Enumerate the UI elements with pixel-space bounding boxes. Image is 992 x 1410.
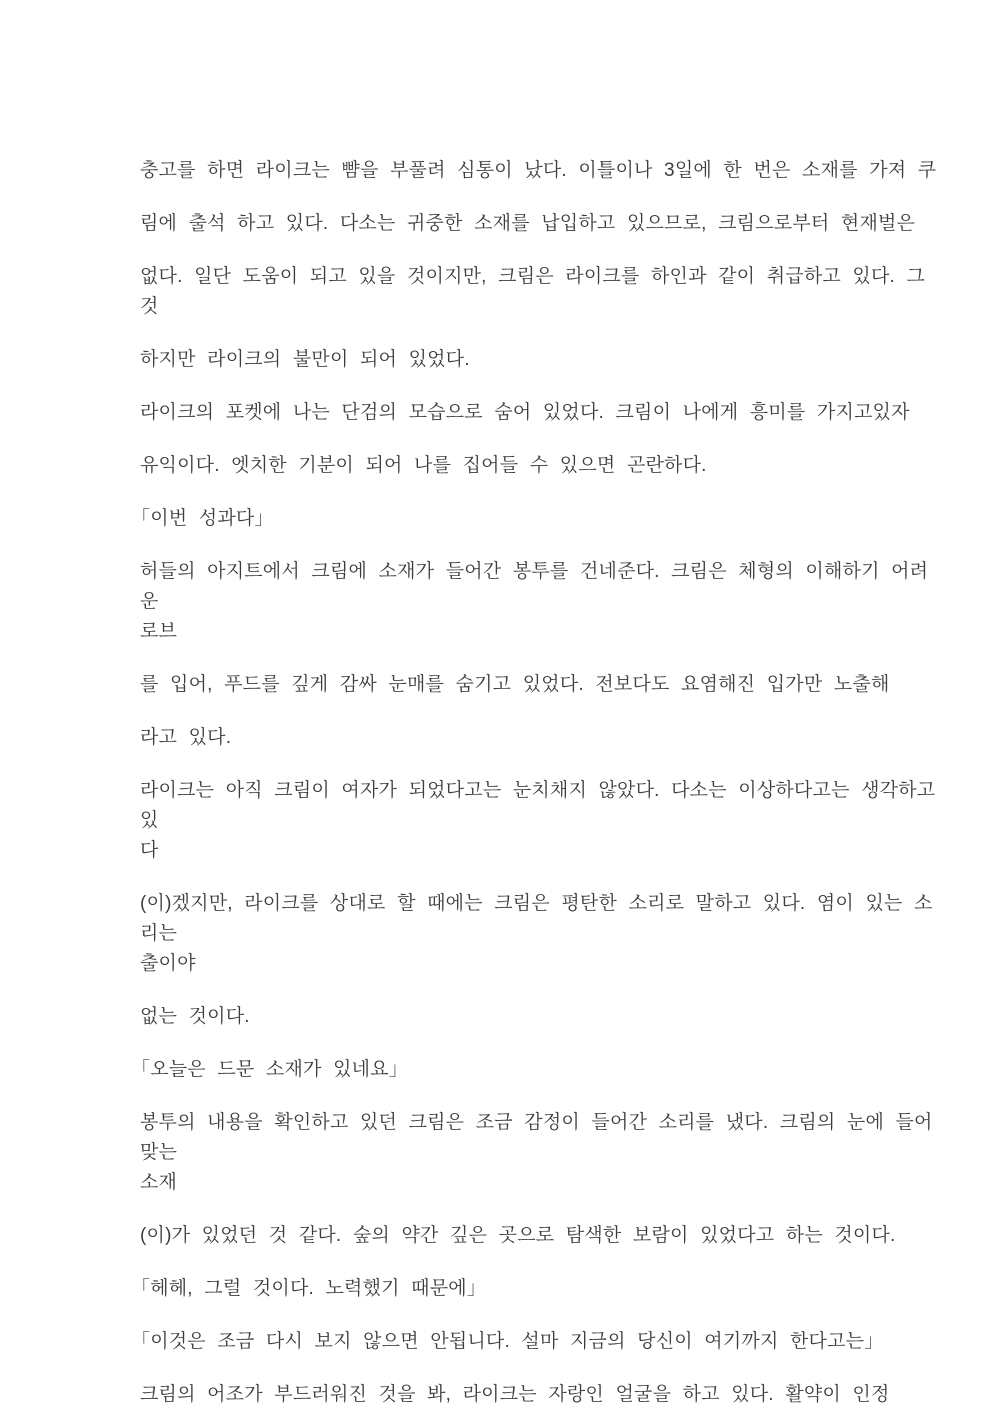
paragraph bbox=[140, 1380, 940, 1410]
text-body bbox=[131, 156, 940, 1410]
paragraph bbox=[131, 504, 940, 534]
text-line: 「오늘은 드문 소재가 있네요」 bbox=[131, 1059, 408, 1080]
paragraph bbox=[140, 398, 940, 428]
text-line: 없다. 일단 도움이 되고 있을 것이지만, 크림은 라이크를 하인과 같이 취급하고 있다. 그것 bbox=[140, 266, 926, 317]
text-line: 다 bbox=[140, 840, 159, 861]
paragraph bbox=[140, 1108, 940, 1198]
paragraph bbox=[140, 451, 940, 481]
text-line: 「이번 성과다」 bbox=[131, 508, 274, 529]
text-line: (이)가 있었던 것 같다. 숲의 약간 깊은 곳으로 탐색한 보람이 있었다고 하는 것이다. bbox=[140, 1225, 896, 1246]
text-line: 하지만 라이크의 불만이 되어 있었다. bbox=[140, 349, 470, 370]
paragraph bbox=[131, 1274, 940, 1304]
text-line: 허들의 아지트에서 크림에 소재가 들어간 봉투를 건네준다. 크림은 체형의 이해하기 어려운 bbox=[140, 561, 929, 612]
paragraph bbox=[131, 1055, 940, 1085]
paragraph bbox=[140, 1221, 940, 1251]
text-line: 충고를 하면 라이크는 뺨을 부풀려 심통이 났다. 이틀이나 3일에 한 번은 소재를 가져 쿠 bbox=[140, 160, 937, 181]
text-line: 크림의 어조가 부드러워진 것을 봐, 라이크는 자랑인 얼굴을 하고 있다. 활약이 인정 bbox=[140, 1384, 890, 1405]
text-line: 「이것은 조금 다시 보지 않으면 안됩니다. 설마 지금의 당신이 여기까지 한다고는」 bbox=[131, 1331, 884, 1352]
text-line: 를 입어, 푸드를 깊게 감싸 눈매를 숨기고 있었다. 전보다도 요염해진 입가만 노출해 bbox=[140, 674, 890, 695]
text-line: 없는 것이다. bbox=[140, 1006, 250, 1027]
paragraph bbox=[140, 723, 940, 753]
text-line: 「헤헤, 그럴 것이다. 노력했기 때문에」 bbox=[131, 1278, 487, 1299]
text-line: 림에 출석 하고 있다. 다소는 귀중한 소재를 납입하고 있으므로, 크림으로부터 현재벌은 bbox=[140, 213, 916, 234]
paragraph bbox=[140, 557, 940, 647]
text-line: (이)겠지만, 라이크를 상대로 할 때에는 크림은 평탄한 소리로 말하고 있다. 염이 있는 소리는 bbox=[140, 893, 933, 944]
paragraph bbox=[140, 262, 940, 322]
paragraph bbox=[131, 1327, 940, 1357]
paragraph bbox=[140, 209, 940, 239]
text-line: 라이크의 포켓에 나는 단검의 모습으로 숨어 있었다. 크림이 나에게 흥미를 가지고있자 bbox=[140, 402, 910, 423]
paragraph bbox=[140, 776, 940, 866]
text-line: 출이야 bbox=[140, 953, 196, 974]
paragraph bbox=[140, 1002, 940, 1032]
paragraph bbox=[140, 345, 940, 375]
text-line: 봉투의 내용을 확인하고 있던 크림은 조금 감정이 들어간 소리를 냈다. 크림의 눈에 들어맞는 bbox=[140, 1112, 933, 1163]
text-line: 유익이다. 엣치한 기분이 되어 나를 집어들 수 있으면 곤란하다. bbox=[140, 455, 707, 476]
text-line: 소재 bbox=[140, 1172, 178, 1193]
text-line: 로브 bbox=[140, 621, 178, 642]
text-line: 라이크는 아직 크림이 여자가 되었다고는 눈치채지 않았다. 다소는 이상하다고는 생각하고 있 bbox=[140, 780, 936, 831]
paragraph bbox=[140, 156, 940, 186]
paragraph bbox=[140, 670, 940, 700]
text-line: 라고 있다. bbox=[140, 727, 232, 748]
paragraph bbox=[140, 889, 940, 979]
